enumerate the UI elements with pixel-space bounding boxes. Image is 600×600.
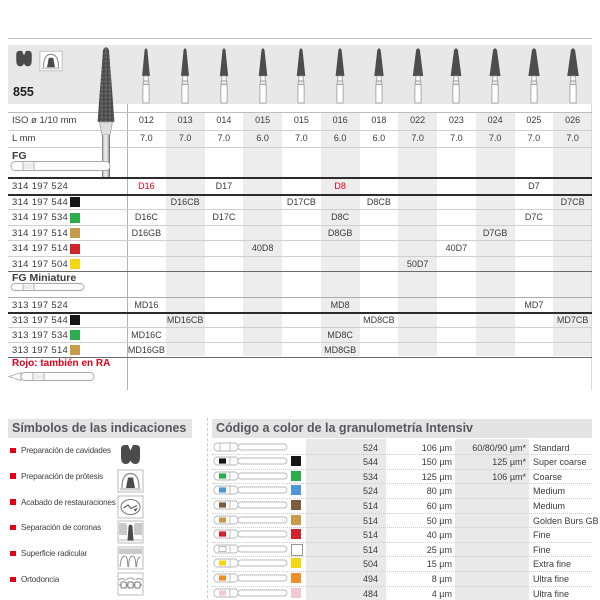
root-surface-icon: [117, 546, 144, 570]
table-rule: [8, 342, 592, 343]
bur-column-image: [174, 45, 196, 105]
table-top-border: [8, 38, 592, 39]
crown-separation-icon: [117, 520, 144, 544]
ra-note: Rojo: también en RA: [12, 358, 111, 369]
granulometry-name: Coarse: [533, 471, 563, 482]
granulometry-grain: 4 µm: [431, 588, 452, 599]
granulometry-grain: 106 µm: [421, 442, 452, 453]
granulometry-grain: 50 µm: [426, 515, 452, 526]
iso-value: 015: [255, 115, 271, 125]
granulometry-code: 524: [362, 442, 378, 453]
product-code: 314 197 514: [12, 227, 69, 239]
granulometry-swatch: [291, 456, 301, 466]
ra-bur-image: [8, 370, 96, 383]
granulometry-grain: 15 µm: [426, 559, 452, 570]
lmm-value: 7.0: [450, 133, 463, 143]
bur-code-cell: MD16CB: [166, 314, 204, 325]
iso-value: 015: [293, 115, 309, 125]
symbol-label: Preparación de prótesis: [21, 471, 103, 481]
orthodontics-icon: [117, 572, 144, 596]
granulometry-grain: 8 µm: [431, 573, 452, 584]
bur-column-image: [290, 45, 312, 105]
color-swatch: [70, 244, 80, 254]
granulometry-name: Ultra fine: [533, 573, 570, 584]
bur-column-image: [135, 45, 157, 105]
granulometry-bur-image: [213, 484, 289, 496]
granulometry-code: 504: [362, 559, 378, 570]
product-code: 313 197 514: [12, 344, 69, 356]
series-label: 855: [13, 85, 34, 99]
bur-code-cell: MD8CB: [363, 314, 395, 325]
granulometry-code: 484: [362, 588, 378, 599]
bur-code-cell: MD16: [134, 299, 159, 310]
table-rule: [8, 297, 592, 298]
symbol-label: Preparación de cavidades: [21, 446, 111, 455]
symbol-bullet: [10, 577, 16, 583]
table-rule: [8, 312, 592, 314]
bur-code-cell: MD16C: [131, 329, 162, 340]
column-stripe: [398, 112, 437, 356]
bur-code-cell: 50D7: [406, 258, 429, 269]
bur-code-cell: 40D7: [445, 243, 468, 253]
bur-code-cell: D7C: [524, 212, 543, 222]
table-rule: [8, 209, 592, 210]
granulometry-name: Medium: [533, 486, 566, 497]
table-rule: [8, 225, 592, 226]
granulometry-note: 125 µm*: [492, 457, 526, 468]
symbol-bullet: [10, 525, 16, 531]
color-swatch: [70, 228, 80, 238]
symbol-label: Separación de coronas: [21, 523, 102, 533]
granulometry-name: Medium: [533, 500, 566, 511]
product-code: 314 197 514: [12, 243, 69, 254]
lmm-row-label: L mm: [12, 133, 36, 144]
table-rule: [8, 271, 592, 272]
bur-code-cell: MD8GB: [324, 344, 357, 355]
product-code: 313 197 534: [12, 329, 69, 341]
bur-code-cell: 40D8: [251, 243, 274, 253]
lmm-value: 7.0: [217, 133, 231, 143]
lmm-value: 6.0: [333, 133, 347, 143]
product-code: 313 197 544: [12, 314, 69, 326]
granulometry-code: 534: [362, 471, 378, 482]
bur-code-cell: D8: [334, 181, 346, 191]
bur-column-image: [523, 45, 545, 105]
bur-code-cell: D16GB: [131, 227, 162, 238]
granulometry-swatch: [291, 573, 301, 583]
bur-code-cell: D8GB: [327, 227, 353, 238]
bur-code-cell: D7CB: [560, 196, 585, 207]
color-swatch: [70, 197, 80, 207]
granulometry-swatch: [291, 485, 301, 495]
granulometry-grain: 150 µm: [421, 457, 452, 468]
bur-code-cell: D16CB: [170, 196, 200, 207]
granulometry-grain: 60 µm: [426, 500, 452, 511]
bur-code-cell: D8C: [331, 212, 350, 222]
bur-column-image: [484, 45, 506, 105]
color-swatch: [70, 259, 80, 269]
panel-divider: [207, 418, 208, 598]
table-rule: [8, 327, 592, 328]
granulometry-bur-image: [213, 572, 289, 584]
symbol-bullet: [10, 473, 16, 479]
bur-column-image: [213, 45, 235, 105]
granulometry-name: Extra fine: [533, 559, 572, 570]
column-stripe: [243, 112, 282, 356]
granulometry-bur-image: [213, 557, 289, 569]
symbol-bullet: [10, 448, 16, 454]
product-code: 314 197 534: [12, 212, 69, 223]
color-swatch: [70, 213, 80, 223]
bur-code-cell: MD8C: [327, 329, 353, 340]
lmm-value: 7.0: [566, 133, 579, 143]
color-swatch: [70, 345, 80, 355]
table-rule: [8, 194, 592, 196]
bur-code-cell: D16C: [134, 212, 158, 222]
cavity-prep-icon: [13, 49, 35, 69]
granulometry-swatch: [291, 471, 301, 481]
bur-column-image: [329, 45, 351, 105]
lmm-value: 7.0: [527, 133, 541, 143]
bur-column-image: [445, 45, 467, 105]
granulometry-bur-image: [213, 499, 289, 511]
granulometry-name: Standard: [533, 442, 570, 453]
granulometry-code: 524: [362, 486, 378, 497]
granulometry-swatch: [291, 544, 303, 556]
symbol-label: Superficie radicular: [21, 549, 88, 559]
granulometry-name: Golden Burs GB: [533, 515, 599, 526]
prosthesis-prep-icon: [117, 469, 144, 493]
granulometry-code: 514: [362, 515, 378, 526]
bur-code-cell: D17: [215, 181, 233, 191]
bur-code-cell: D17C: [212, 212, 236, 222]
iso-value: 022: [410, 115, 426, 125]
bur-column-image: [368, 45, 390, 105]
granulometry-bur-image: [213, 543, 289, 555]
bur-column-image: [252, 45, 274, 105]
lmm-value: 6.0: [256, 133, 269, 143]
iso-value: 012: [138, 115, 154, 125]
product-code: 313 197 524: [12, 299, 69, 311]
granulometry-grain: 80 µm: [426, 486, 452, 497]
bur-column-image: [562, 45, 584, 105]
bur-code-cell: MD7: [524, 299, 544, 310]
prosthesis-prep-icon: [39, 50, 63, 72]
lmm-value: 7.0: [295, 133, 308, 143]
lmm-value: 7.0: [488, 133, 502, 143]
granulometry-name: Fine: [533, 544, 551, 555]
iso-value: 018: [371, 115, 387, 125]
bur-code-cell: D17CB: [286, 196, 316, 207]
granulometry-note: 60/80/90 µm*: [472, 442, 526, 453]
granulometry-note: 106 µm*: [492, 471, 526, 482]
symbols-title: Símbolos de las indicaciones: [8, 419, 192, 438]
restoration-finishing-icon: [117, 495, 144, 519]
granulometry-code: 514: [362, 544, 378, 555]
fg-section-label: FG: [12, 150, 27, 162]
lmm-value: 7.0: [178, 133, 192, 143]
color-swatch: [70, 315, 80, 325]
bur-code-cell: MD16GB: [127, 344, 165, 355]
bur-code-cell: D16: [138, 181, 155, 191]
granulometry-name: Super coarse: [533, 457, 587, 468]
granulometry-name: Fine: [533, 530, 551, 541]
color-swatch: [70, 330, 80, 340]
iso-value: 016: [332, 115, 348, 125]
granulometry-grain: 125 µm: [421, 471, 452, 482]
iso-row-label: ISO ø 1/10 mm: [12, 115, 77, 126]
iso-value: 013: [177, 115, 193, 125]
iso-value: 025: [526, 115, 542, 125]
granulometry-bur-image: [213, 455, 289, 467]
lmm-value: 6.0: [372, 133, 386, 143]
granulometry-swatch: [291, 558, 301, 568]
bur-code-cell: MD7CB: [556, 314, 589, 325]
table-rule: [8, 240, 592, 241]
big-bur-image: [93, 44, 119, 178]
granulometry-title: Código a color de la granulometría Intensiv: [212, 419, 592, 438]
table-rule: [8, 256, 592, 257]
product-code: 314 197 544: [12, 196, 69, 208]
granulometry-code: 514: [362, 530, 378, 541]
iso-value: 024: [487, 115, 503, 125]
product-code: 314 197 504: [12, 258, 69, 270]
granulometry-name: Ultra fine: [533, 588, 570, 599]
granulometry-bur-image: [213, 528, 289, 540]
bur-code-cell: D7: [528, 181, 540, 191]
lmm-value: 7.0: [411, 133, 424, 143]
fg-miniature-label: FG Miniature: [12, 272, 77, 284]
granulometry-code: 514: [362, 500, 378, 511]
lmm-value: 7.0: [140, 133, 153, 143]
granulometry-swatch: [291, 500, 301, 510]
bur-code-cell: D7GB: [482, 227, 508, 238]
bur-code-cell: D8CB: [366, 196, 391, 207]
symbol-label: Ortodoncia: [21, 575, 60, 584]
granulometry-grain: 25 µm: [426, 544, 452, 555]
product-code: 314 197 524: [12, 181, 69, 192]
granulometry-swatch: [291, 515, 301, 525]
iso-value: 014: [216, 115, 232, 125]
granulometry-grain: 40 µm: [426, 530, 452, 541]
symbol-label: Acabado de restauraciones: [21, 497, 116, 507]
granulometry-bur-image: [213, 441, 289, 453]
iso-value: 023: [448, 115, 464, 125]
granulometry-bur-image: [213, 470, 289, 482]
symbol-bullet: [10, 551, 16, 557]
iso-value: 026: [565, 115, 581, 125]
bur-column-image: [407, 45, 429, 105]
granulometry-swatch: [291, 529, 301, 539]
cavity-prep-icon: [117, 443, 144, 467]
bur-code-cell: MD8: [330, 299, 350, 310]
granulometry-code: 544: [362, 457, 378, 468]
granulometry-bur-image: [213, 587, 289, 599]
granulometry-code: 494: [362, 573, 378, 584]
granulometry-swatch: [291, 588, 301, 598]
granulometry-bur-image: [213, 514, 289, 526]
symbol-bullet: [10, 499, 16, 505]
